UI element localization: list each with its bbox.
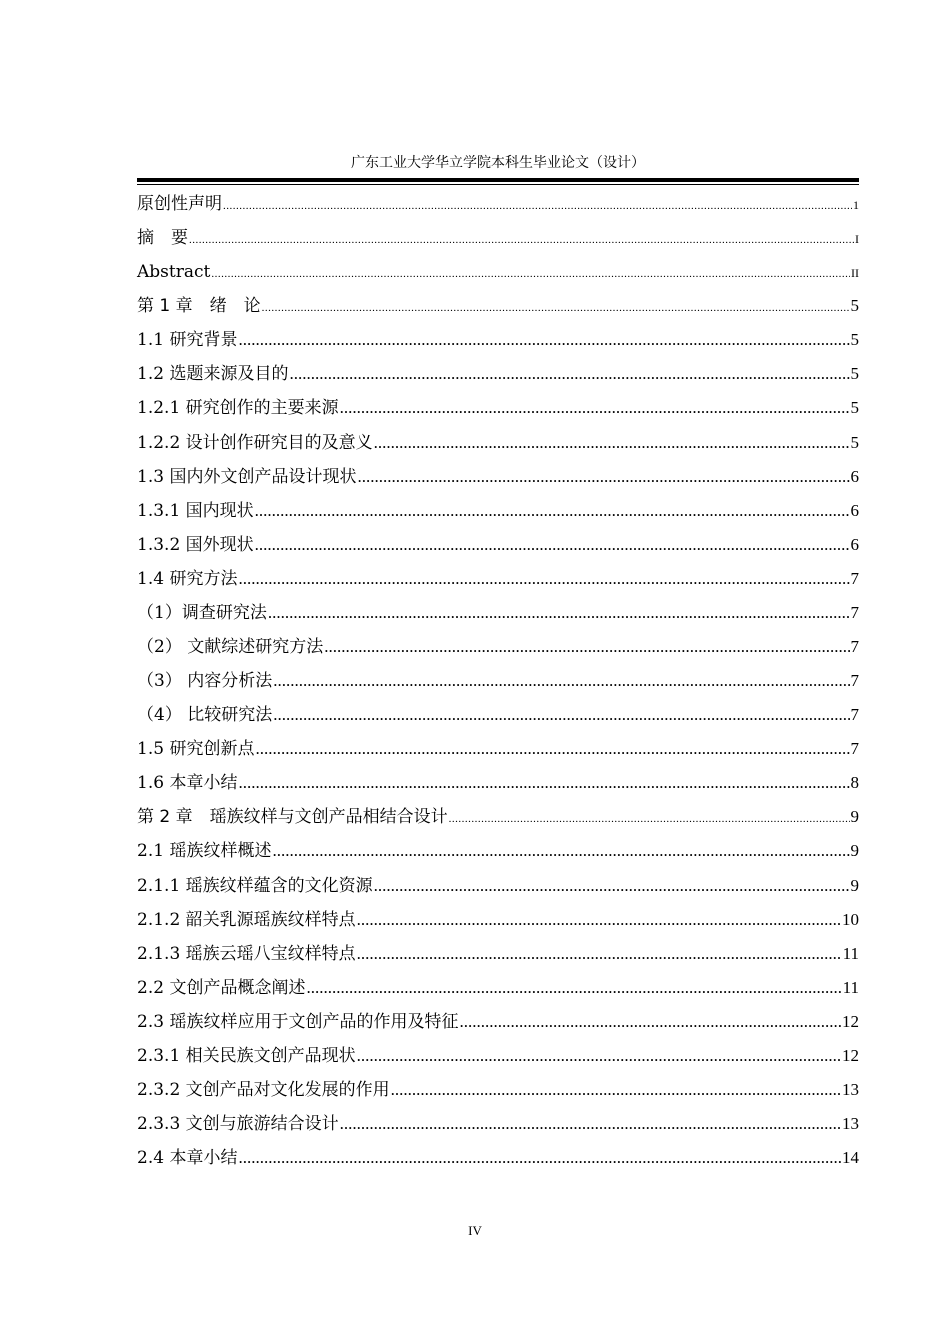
toc-entry[interactable] bbox=[137, 221, 859, 255]
toc-entry-title: 2.1 瑶族纹样概述 bbox=[137, 841, 272, 862]
toc-entry[interactable] bbox=[137, 1005, 859, 1039]
toc-entry-title: 2.3.2 文创产品对文化发展的作用 bbox=[137, 1080, 390, 1101]
toc-dot-leader bbox=[306, 971, 841, 1005]
toc-entry[interactable] bbox=[137, 460, 859, 494]
toc-entry-page: 7 bbox=[850, 637, 859, 657]
toc-entry-title: 摘 要 bbox=[137, 228, 188, 249]
header-rule-thin bbox=[137, 184, 859, 185]
toc-entry-page: 10 bbox=[842, 909, 859, 929]
toc-entry-title: 2.1.2 韶关乳源瑶族纹样特点 bbox=[137, 909, 356, 930]
toc-entry-page: 12 bbox=[842, 1011, 859, 1031]
toc-entry-page: 5 bbox=[850, 330, 859, 350]
toc-dot-leader bbox=[238, 1141, 841, 1175]
toc-entry-page: 5 bbox=[850, 398, 859, 418]
toc-entry[interactable] bbox=[137, 187, 859, 221]
toc-entry-title: 1.3.1 国内现状 bbox=[137, 500, 254, 521]
toc-dot-leader bbox=[289, 357, 849, 391]
toc-entry-page: 8 bbox=[850, 773, 859, 793]
toc-entry[interactable] bbox=[137, 869, 859, 903]
toc-entry-title: 1.2 选题来源及目的 bbox=[137, 364, 289, 385]
toc-dot-leader bbox=[273, 698, 849, 732]
toc-entry[interactable] bbox=[137, 596, 859, 630]
toc-entry-title: 第 1 章 绪 论 bbox=[137, 296, 261, 317]
toc-dot-leader bbox=[324, 630, 849, 664]
toc-dot-leader bbox=[223, 189, 852, 223]
toc-dot-leader bbox=[272, 834, 849, 868]
toc-entry[interactable] bbox=[137, 971, 859, 1005]
toc-entry-title: 1.2.1 研究创作的主要来源 bbox=[137, 398, 339, 419]
toc-entry-title: （1）调查研究法 bbox=[137, 602, 267, 623]
toc-entry-page: 5 bbox=[850, 364, 859, 384]
toc-entry[interactable] bbox=[137, 664, 859, 698]
toc-entry-title: （2） 文献综述研究方法 bbox=[137, 637, 324, 658]
toc-entry[interactable] bbox=[137, 732, 859, 766]
toc-entry-title: 1.6 本章小结 bbox=[137, 773, 238, 794]
toc-entry-page: 6 bbox=[850, 466, 859, 486]
toc-entry-page: 7 bbox=[850, 671, 859, 691]
toc-entry-title: 2.4 本章小结 bbox=[137, 1148, 238, 1169]
toc-entry-title: （4） 比较研究法 bbox=[137, 705, 273, 726]
toc-entry[interactable] bbox=[137, 1039, 859, 1073]
toc-dot-leader bbox=[255, 528, 850, 562]
toc-dot-leader bbox=[340, 391, 850, 425]
toc-dot-leader bbox=[374, 426, 850, 460]
toc-entry-title: 2.2 文创产品概念阐述 bbox=[137, 977, 306, 998]
toc-entry-title: 2.1.1 瑶族纹样蕴含的文化资源 bbox=[137, 875, 373, 896]
toc-entry[interactable] bbox=[137, 357, 859, 391]
running-header: 广东工业大学华立学院本科生毕业论文（设计） bbox=[351, 155, 645, 171]
toc-entry[interactable] bbox=[137, 255, 859, 289]
toc-entry-page: 1 bbox=[853, 198, 859, 212]
toc-entry-title: Abstract bbox=[137, 262, 211, 283]
toc-entry-title: 2.3.1 相关民族文创产品现状 bbox=[137, 1045, 356, 1066]
toc-entry-page: 9 bbox=[850, 875, 859, 895]
toc-entry[interactable] bbox=[137, 1073, 859, 1107]
toc-entry-page: I bbox=[855, 232, 859, 247]
toc-entry-title: 1.1 研究背景 bbox=[137, 330, 238, 351]
toc-entry-page: 6 bbox=[850, 500, 859, 520]
toc-entry-page: 12 bbox=[842, 1045, 859, 1065]
toc-dot-leader bbox=[340, 1107, 841, 1141]
toc-dot-leader bbox=[238, 323, 849, 357]
toc-entry-title: 1.5 研究创新点 bbox=[137, 739, 255, 760]
toc-entry-page: 14 bbox=[842, 1148, 859, 1168]
toc-entry[interactable] bbox=[137, 494, 859, 528]
toc-dot-leader bbox=[374, 869, 850, 903]
toc-entry-page: 5 bbox=[850, 296, 859, 316]
toc-entry[interactable] bbox=[137, 766, 859, 800]
toc-entry-page: 7 bbox=[850, 705, 859, 725]
toc-entry-page: 7 bbox=[850, 739, 859, 759]
toc-entry-page: 9 bbox=[850, 841, 859, 861]
toc-dot-leader bbox=[391, 1073, 841, 1107]
toc-entry-title: 1.4 研究方法 bbox=[137, 568, 238, 589]
toc-dot-leader bbox=[262, 291, 850, 325]
toc-dot-leader bbox=[357, 937, 842, 971]
toc-dot-leader bbox=[357, 460, 849, 494]
toc-entry[interactable] bbox=[137, 630, 859, 664]
toc-entry[interactable] bbox=[137, 323, 859, 357]
toc-entry[interactable] bbox=[137, 903, 859, 937]
toc-entry[interactable] bbox=[137, 800, 859, 834]
toc-dot-leader bbox=[268, 596, 850, 630]
toc-entry-title: 第 2 章 瑶族纹样与文创产品相结合设计 bbox=[137, 807, 448, 828]
toc-dot-leader bbox=[357, 903, 841, 937]
toc-entry-page: 9 bbox=[850, 807, 859, 827]
toc-dot-leader bbox=[189, 223, 854, 257]
toc-entry-title: 2.1.3 瑶族云瑶八宝纹样特点 bbox=[137, 943, 356, 964]
toc-dot-leader bbox=[449, 802, 850, 836]
toc-entry[interactable] bbox=[137, 289, 859, 323]
toc-entry-page: 13 bbox=[842, 1080, 859, 1100]
toc-dot-leader bbox=[255, 494, 850, 528]
header-rule-thick bbox=[137, 178, 859, 182]
toc-entry-page: 13 bbox=[842, 1114, 859, 1134]
toc-entry[interactable] bbox=[137, 834, 859, 868]
toc-dot-leader bbox=[273, 664, 849, 698]
toc-entry[interactable] bbox=[137, 698, 859, 732]
toc-entry-page: 5 bbox=[850, 432, 859, 452]
toc-entry-page: 7 bbox=[850, 602, 859, 622]
toc-entry-title: 原创性声明 bbox=[137, 194, 222, 214]
toc-entry[interactable] bbox=[137, 1107, 859, 1141]
toc-dot-leader bbox=[459, 1005, 841, 1039]
toc-dot-leader bbox=[357, 1039, 841, 1073]
toc-entry[interactable] bbox=[137, 562, 859, 596]
table-of-contents bbox=[137, 187, 859, 1175]
toc-dot-leader bbox=[238, 766, 849, 800]
toc-entry-title: 1.3.2 国外现状 bbox=[137, 534, 254, 555]
toc-entry-page: 7 bbox=[850, 568, 859, 588]
toc-dot-leader bbox=[211, 257, 850, 291]
toc-dot-leader bbox=[238, 562, 849, 596]
toc-entry[interactable] bbox=[137, 937, 859, 971]
toc-entry-title: （3） 内容分析法 bbox=[137, 671, 273, 692]
toc-entry[interactable] bbox=[137, 391, 859, 425]
toc-entry-title: 2.3 瑶族纹样应用于文创产品的作用及特征 bbox=[137, 1011, 459, 1032]
page-number: IV bbox=[468, 1223, 482, 1238]
toc-entry[interactable] bbox=[137, 1141, 859, 1175]
toc-entry-page: 11 bbox=[842, 943, 859, 963]
toc-entry[interactable] bbox=[137, 426, 859, 460]
toc-entry-title: 1.2.2 设计创作研究目的及意义 bbox=[137, 432, 373, 453]
toc-entry-title: 2.3.3 文创与旅游结合设计 bbox=[137, 1114, 339, 1135]
toc-entry[interactable] bbox=[137, 528, 859, 562]
toc-entry-page: 6 bbox=[850, 534, 859, 554]
toc-entry-page: 11 bbox=[842, 977, 859, 997]
toc-entry-page: II bbox=[851, 266, 859, 281]
toc-entry-title: 1.3 国内外文创产品设计现状 bbox=[137, 466, 357, 487]
toc-dot-leader bbox=[255, 732, 849, 766]
